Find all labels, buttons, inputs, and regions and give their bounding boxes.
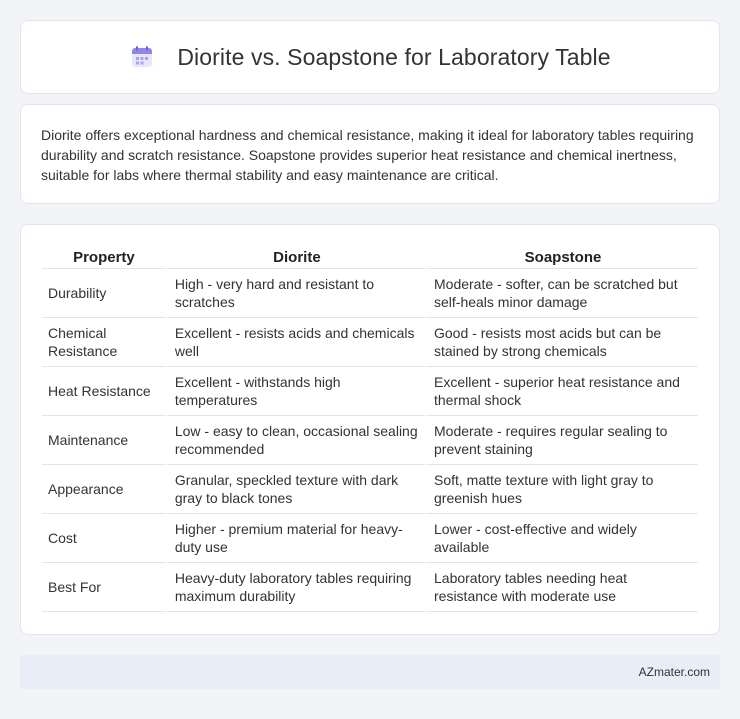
header-soapstone: Soapstone xyxy=(425,245,698,269)
table-row xyxy=(42,416,698,465)
soapstone-cell: Excellent - superior heat resistance and thermal shock xyxy=(425,367,698,416)
calendar-icon xyxy=(129,44,155,70)
footer-brand: AZmater.com xyxy=(638,665,710,679)
soapstone-cell: Soft, matte texture with light gray to greenish hues xyxy=(425,465,698,514)
table-header-row xyxy=(42,245,698,269)
diorite-cell: High - very hard and resistant to scratches xyxy=(166,269,425,318)
page-title: Diorite vs. Soapstone for Laboratory Table xyxy=(177,43,611,70)
table-row xyxy=(42,514,698,563)
diorite-cell: Low - easy to clean, occasional sealing recommended xyxy=(166,416,425,465)
table-row xyxy=(42,563,698,612)
diorite-cell: Heavy-duty laboratory tables requiring maximum durability xyxy=(166,563,425,612)
footer xyxy=(20,655,720,689)
soapstone-cell: Good - resists most acids but can be stained by strong chemicals xyxy=(425,318,698,367)
diorite-cell: Excellent - withstands high temperatures xyxy=(166,367,425,416)
soapstone-cell: Laboratory tables needing heat resistance with moderate use xyxy=(425,563,698,612)
property-cell: Chemical Resistance xyxy=(42,318,166,367)
summary-text: Diorite offers exceptional hardness and chemical resistance, making it ideal for laboratory tables requiring durability and scratch resistance. Soapstone provides superior heat resistance and chemical inertness, suitable for labs where thermal stability and easy maintenance are critical. xyxy=(41,127,694,183)
table-row xyxy=(42,367,698,416)
property-cell: Durability xyxy=(42,269,166,318)
table-row xyxy=(42,465,698,514)
property-cell: Heat Resistance xyxy=(42,367,166,416)
property-cell: Best For xyxy=(42,563,166,612)
soapstone-cell: Moderate - softer, can be scratched but self-heals minor damage xyxy=(425,269,698,318)
comparison-table-card xyxy=(20,224,720,635)
table-row xyxy=(42,269,698,318)
header-property: Property xyxy=(42,245,166,269)
soapstone-cell: Lower - cost-effective and widely available xyxy=(425,514,698,563)
diorite-cell: Higher - premium material for heavy-duty use xyxy=(166,514,425,563)
table-row xyxy=(42,318,698,367)
property-cell: Cost xyxy=(42,514,166,563)
summary-card xyxy=(20,104,720,204)
title-card xyxy=(20,20,720,94)
diorite-cell: Excellent - resists acids and chemicals well xyxy=(166,318,425,367)
property-cell: Maintenance xyxy=(42,416,166,465)
diorite-cell: Granular, speckled texture with dark gray to black tones xyxy=(166,465,425,514)
property-cell: Appearance xyxy=(42,465,166,514)
header-diorite: Diorite xyxy=(166,245,425,269)
comparison-table xyxy=(42,245,698,612)
soapstone-cell: Moderate - requires regular sealing to prevent staining xyxy=(425,416,698,465)
